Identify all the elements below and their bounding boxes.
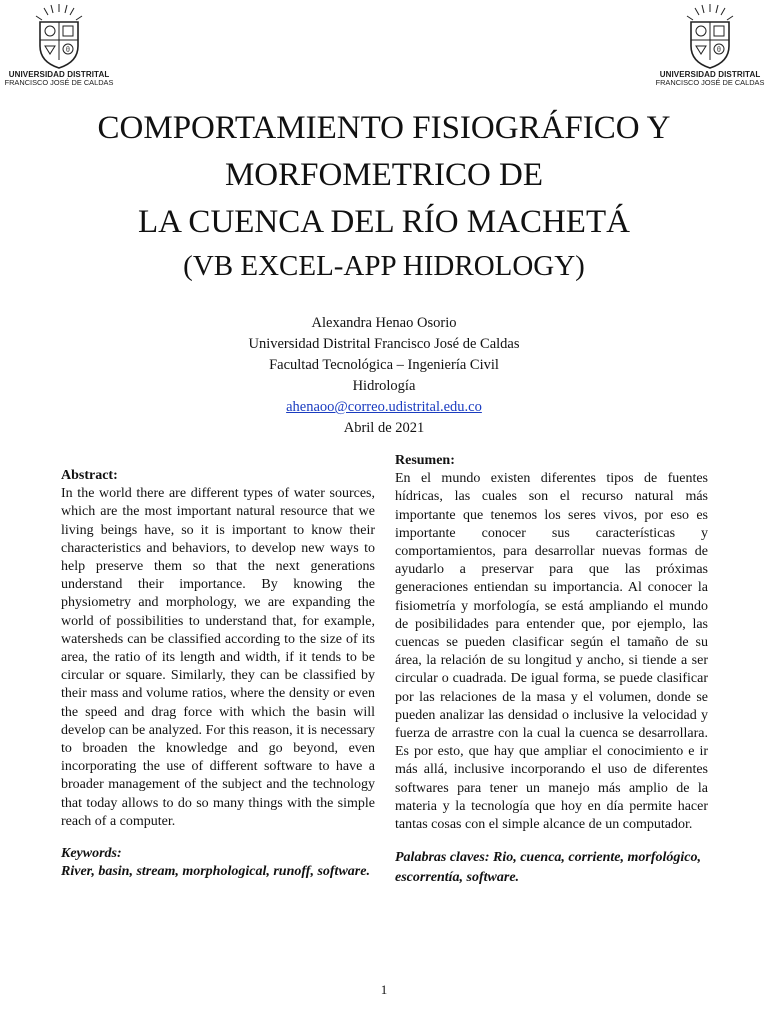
author-course: Hidrología (352, 378, 416, 394)
resumen-heading: Resumen: (395, 453, 455, 468)
author-faculty: Facultad Tecnológica – Ingeniería Civil (269, 357, 499, 373)
palabras-claves: Palabras claves: Rio, cuenca, corriente, morfológico, escorrentía, software. (395, 850, 702, 886)
logo-university-name: UNIVERSIDAD DISTRITAL (659, 70, 761, 79)
keywords-heading: Keywords: (61, 846, 122, 862)
resumen-body: En el mundo existen diferentes tipos de fuentes hídricas, las cuales son el recurso natural más importante que tenemos los seres vivos, por eso es importante conocer sus características y comportamientos, para desarrollar nuevas formas de ayudarlo a preservar para que las próximas generaciones entiendan su importancia. Al conocer la fisiometría y morfología, se está ampliando el mundo de posibilidades para entender que, por ejemplo, las cuencas se pueden clasificar según el tamaño de su área, la relación de su longitud y ancho, si tiende a ser circular o cuadrada. De igual forma, se puede clasificar por las relaciones de la masa y el volumen, donde se pueden analizar las densidad o inclusive la velocidad y fuerza de arrastre con la cual la cuenca se desarrollara. Es por esto, que hay que ampliar el conocimiento e ir más allá, inclusive incorporando el uso de diferentes softwares para tener un manejo más amplio de la materia y la tecnología que hoy en día permite hacer tantas cosas con el simple alcance de un computador. (395, 471, 708, 833)
svg-text:θ: θ (717, 45, 721, 54)
publication-date: Abril de 2021 (343, 420, 425, 436)
title-line-3: LA CUENCA DEL RÍO MACHETÁ (138, 204, 630, 240)
paper-title (0, 105, 768, 286)
author-email-link[interactable]: ahenaoo@correo.udistrital.edu.co (286, 399, 482, 415)
abstract-body: In the world there are different types of water sources, which are the most important natural resource that we living beings have, so it is important to know their characteristics and behaviors, to develop new ways to help preserve them so that the next generations understand their importance. By knowing the physiometry and morphology, we are expanding the world of possibilities to understand that, for example, watersheds can be classified according to the size of its area, the ratio of its length and width, if it tends to be circular or square. Similarly, they can be classified by their mass and volume ratios, where the density or even the speed and drag force with which the basin will develop can be analyzed. For this reason, it is necessary to broaden the knowledge and go beyond, even incorporating the use of different software to have a broader management of the subject and the technology that today allows to do so many things with the simple reach of a computer. (61, 486, 375, 829)
university-logo-left (4, 2, 114, 87)
author-name: Alexandra Henao Osorio (311, 315, 457, 331)
logo-university-subname: FRANCISCO JOSÉ DE CALDAS (655, 78, 765, 87)
logo-university-subname: FRANCISCO JOSÉ DE CALDAS (4, 78, 114, 87)
abstract-heading: Abstract: (61, 468, 118, 483)
page-number: 1 (380, 982, 388, 997)
author-info (0, 313, 768, 439)
title-line-1: COMPORTAMIENTO FISIOGRÁFICO Y (97, 110, 671, 146)
university-crest-icon (681, 2, 739, 70)
resumen-section (395, 452, 708, 888)
author-university: Universidad Distrital Francisco José de Caldas (248, 336, 520, 352)
university-logo-right (655, 2, 765, 87)
keywords-list: River, basin, stream, morphological, runoff, software. (61, 864, 370, 880)
svg-text:θ: θ (66, 45, 70, 54)
abstract-section (61, 467, 375, 881)
logo-university-name: UNIVERSIDAD DISTRITAL (8, 70, 110, 79)
paper-subtitle: (VB EXCEL-APP HIDROLOGY) (183, 250, 585, 282)
university-crest-icon (30, 2, 88, 70)
title-line-2: MORFOMETRICO DE (224, 157, 544, 193)
